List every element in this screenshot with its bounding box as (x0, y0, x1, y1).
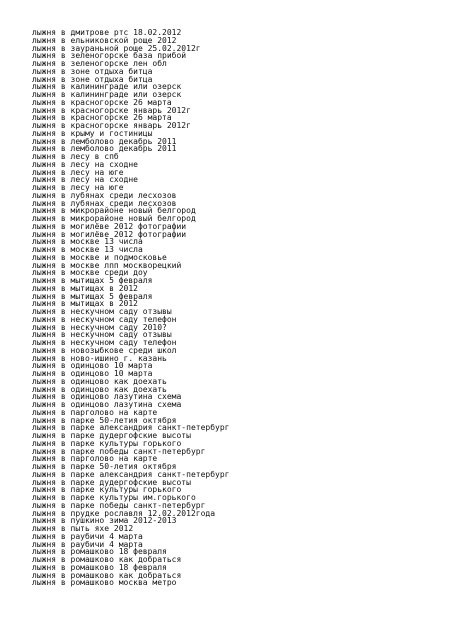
text-line: лыжня в одинцово как доехать (32, 376, 167, 386)
text-line: лыжня в ромашково как добраться (32, 570, 182, 580)
text-line: лыжня в нескучном саду отзывы (32, 330, 172, 340)
text-line: лыжня в парголово на карте (32, 407, 158, 417)
text-line: лыжня в мытищах в 2012 (32, 299, 138, 309)
text-line: лыжня в москве 13 числа (32, 237, 143, 247)
text-line: лыжня в лесу на юге (32, 183, 124, 192)
text-line: лыжня в зеленогорске база прибой (32, 51, 187, 61)
text-line: лыжня в москве среди доу (32, 268, 148, 278)
text-line: лыжня в лемболово декабрь 2011 (32, 136, 177, 146)
text-line: лыжня в могилёве 2012 фотографии (32, 229, 187, 239)
text-line: лыжня в дмитрове ртс 18.02.2012 (32, 28, 182, 37)
text-line: лыжня в нескучном саду телефон (32, 338, 177, 347)
text-line: лыжня в пыть яхе 2012 (32, 524, 134, 533)
text-line: лыжня в зоне отдыха битца (32, 74, 153, 84)
text-line: лыжня в парке культуры горького (32, 438, 182, 448)
text-line: лыжня в новозыбкове среди школ (32, 345, 177, 355)
text-line: лыжня в крыму и гостиницы (32, 128, 153, 138)
text-line: лыжня в москве 13 числа (32, 245, 143, 254)
text-line: лыжня в раубичи 4 марта (32, 539, 143, 549)
text-line: лыжня в ельниковской роще 2012 (32, 35, 177, 45)
text-line: лыжня в пушкино зима 2012-2013 (32, 516, 177, 526)
text-line: лыжня в парке культуры горького (32, 485, 182, 495)
text-line: лыжня в раубичи 4 марта (32, 531, 143, 541)
text-line: лыжня в лесу на сходне (32, 175, 138, 185)
text-line: лыжня в ромашково 18 февраля (32, 547, 167, 557)
search-phrase-list (32, 29, 229, 587)
text-line: лыжня в мытищах 5 февраля (32, 291, 153, 301)
text-line: лыжня в калининграде или озерск (32, 82, 182, 92)
text-line: лыжня в ромашково как добраться (32, 555, 182, 564)
text-line: лыжня в парголово на карте (32, 454, 158, 464)
text-line: лыжня в лесу на юге (32, 167, 124, 177)
text-line: лыжня в прудке рославля 12.02.2012года (32, 508, 216, 518)
text-line: лыжня в лесу на сходне (32, 159, 138, 169)
text-line: лыжня в нескучном саду отзывы (32, 307, 172, 316)
text-line: лыжня в парке 50-летия октября (32, 462, 177, 471)
text-line: лыжня в зоне отдыха битца (32, 66, 153, 76)
text-line: лыжня в москве и подмосковье (32, 252, 167, 262)
text-line: лыжня в лесу в спб (32, 152, 119, 161)
text-line: лыжня в нескучном саду 2010? (32, 322, 167, 332)
text-line: лыжня в одинцово как доехать (32, 384, 167, 394)
text-line: лыжня в заураньной роще 25.02.2012г (32, 43, 201, 53)
text-line: лыжня в зеленогорске лен обл (32, 59, 167, 68)
text-line: лыжня в ромашково 18 февраля (32, 562, 167, 572)
text-line: лыжня в могилёве 2012 фотографии (32, 221, 187, 231)
text-line: лыжня в красногорске 26 марта (32, 113, 172, 123)
text-line: лыжня в москве лпп москворецкий (32, 260, 182, 270)
text-line: лыжня в ново-ишино г. казань (32, 353, 167, 363)
text-line: лыжня в микрорайоне новый белгород (32, 206, 196, 216)
text-line: лыжня в лубянах среди лесхозов (32, 190, 177, 200)
text-line: лыжня в парке победы санкт-петербург (32, 446, 206, 456)
text-line: лыжня в одинцово 10 марта (32, 361, 153, 371)
text-line: лыжня в красногорске январь 2012г (32, 105, 191, 115)
text-line: лыжня в парке культуры им.горького (32, 493, 196, 502)
text-line: лыжня в мытищах 5 февраля (32, 276, 153, 285)
text-line: лыжня в мытищах в 2012 (32, 283, 138, 293)
text-line: лыжня в нескучном саду телефон (32, 314, 177, 324)
text-line: лыжня в парке победы санкт-петербург (32, 500, 206, 510)
text-line: лыжня в лубянах среди лесхозов (32, 198, 177, 208)
text-line: лыжня в красногорске январь 2012г (32, 121, 191, 130)
text-line: лыжня в парке дудергофские высоты (32, 477, 191, 487)
text-line: лыжня в парке александрия санкт-петербург (32, 423, 230, 433)
text-line: лыжня в микрорайоне новый белгород (32, 214, 196, 223)
text-line: лыжня в лемболово декабрь 2011 (32, 144, 177, 154)
text-line: лыжня в парке дудергофские высоты (32, 431, 191, 440)
text-line: лыжня в красногорске 26 марта (32, 97, 172, 107)
text-line: лыжня в парке 50-летия октября (32, 415, 177, 425)
text-line: лыжня в ромашково москва метро (32, 578, 177, 588)
text-line: лыжня в парке александрия санкт-петербург (32, 469, 230, 479)
text-line: лыжня в одинцово лазутина схема (32, 400, 182, 409)
text-line: лыжня в одинцово лазутина схема (32, 392, 182, 402)
text-line: лыжня в одинцово 10 марта (32, 369, 153, 378)
text-line: лыжня в калининграде или озерск (32, 90, 182, 99)
